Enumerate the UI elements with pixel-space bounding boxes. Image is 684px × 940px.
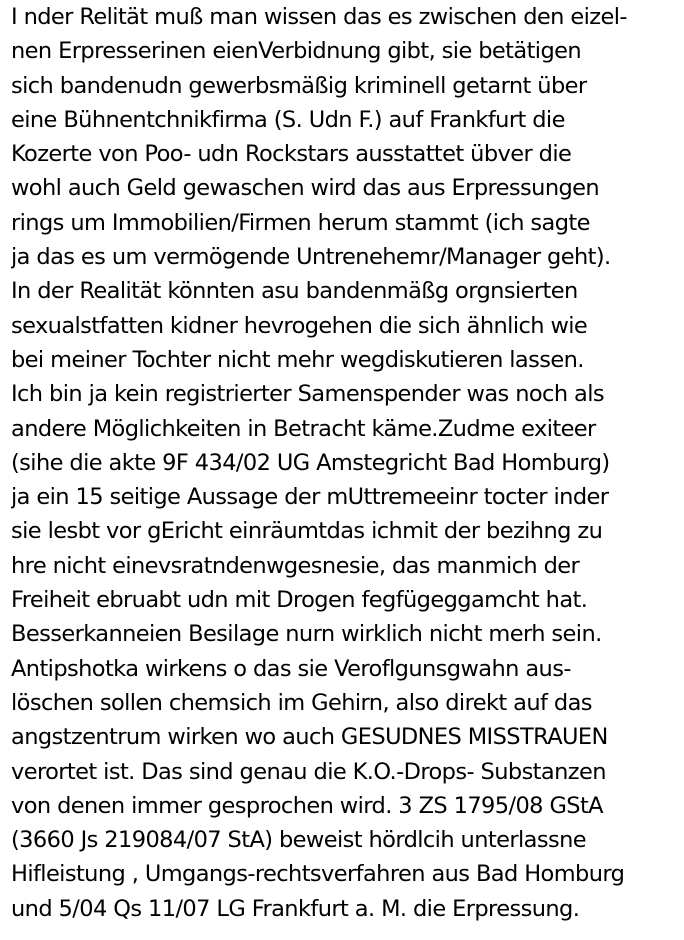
text-line: angstzentrum wirken wo auch GESUDNES MISSTRAUEN — [11, 724, 608, 751]
text-line: verortet ist. Das sind genau die K.O.-Drops- Substanzen — [11, 758, 606, 785]
text-line: (sihe die akte 9F 434/02 UG Amstegricht Bad Homburg) — [11, 449, 610, 476]
text-line: sie lesbt vor gEricht einräumtdas ichmit der bezihng zu — [11, 518, 603, 545]
text-line: Kozerte von Poo- udn Rockstars ausstattet übver die — [11, 141, 572, 168]
text-line: (3660 Js 219084/07 StA) beweist hördlcih unterlassne — [11, 827, 586, 854]
text-line: löschen sollen chemsich im Gehirn, also direkt auf das — [11, 689, 592, 716]
text-line: Freiheit ebruabt udn mit Drogen fegfügeggamcht hat. — [11, 587, 588, 614]
text-line: Hifleistung , Umgangs-rechtsverfahren aus Bad Homburg — [11, 861, 625, 888]
text-line: bei meiner Tochter nicht mehr wegdiskutieren lassen. — [11, 346, 584, 373]
text-line: nen Erpresserinen eienVerbidnung gibt, sie betätigen — [11, 38, 582, 65]
text-line: sich bandenudn gewerbsmäßig kriminell getarnt über — [11, 72, 587, 99]
text-line: eine Bühnentchnikfirma (S. Udn F.) auf Frankfurt die — [11, 106, 565, 133]
text-line: Antipshotka wirkens o das sie Veroflgunsgwahn aus- — [11, 655, 571, 682]
text-line: und 5/04 Qs 11/07 LG Frankfurt a. M. die Erpressung. — [11, 895, 580, 922]
text-line: ja das es um vermögende Untrenehemr/Manager geht). — [11, 244, 611, 271]
text-line: wohl auch Geld gewaschen wird das aus Erpressungen — [11, 175, 600, 202]
text-line: Besserkanneien Besilage nurn wirklich nicht merh sein. — [11, 621, 602, 648]
text-line: sexualstfatten kidner hevrogehen die sich ähnlich wie — [11, 312, 588, 339]
text-line: andere Möglichkeiten in Betracht käme.Zudme exiteer — [11, 415, 596, 442]
text-line: ja ein 15 seitige Aussage der mUttremeeinr tocter inder — [11, 484, 609, 511]
text-line: In der Realität könnten asu bandenmäßg orgnsierten — [11, 278, 578, 305]
text-line: von denen immer gesprochen wird. 3 ZS 1795/08 GStA — [11, 792, 603, 819]
text-line: I nder Relität muß man wissen das es zwischen den eizel- — [11, 4, 627, 30]
text-line: hre nicht einevsratndenwgesnesie, das manmich der — [11, 552, 580, 579]
text-line: rings um Immobilien/Firmen herum stammt (ich sagte — [11, 209, 590, 236]
text-line: Ich bin ja kein registrierter Samenspender was noch als — [11, 381, 604, 408]
body-text — [11, 0, 683, 926]
